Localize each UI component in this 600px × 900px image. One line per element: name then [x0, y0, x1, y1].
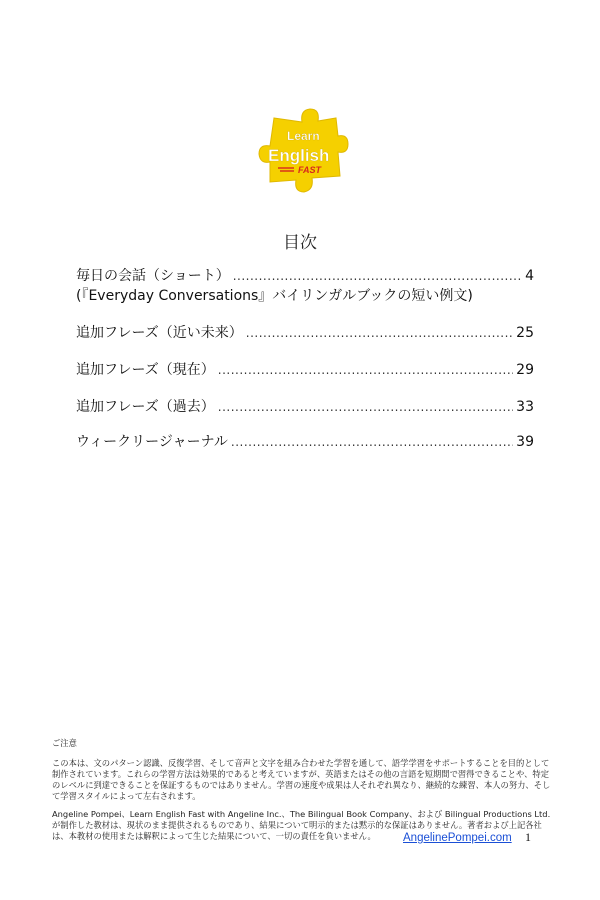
toc-title: 目次 — [283, 233, 317, 253]
toc-leader-dots — [233, 266, 522, 286]
toc-entry-subtitle: (『Everyday Conversations』バイリンガルブックの短い例文) — [76, 288, 473, 304]
toc-entry-page: 4 — [525, 268, 534, 284]
toc-entry[interactable] — [76, 432, 534, 452]
toc-leader-dots — [218, 397, 513, 417]
toc-leader-dots — [231, 432, 513, 452]
toc-entry-title: 追加フレーズ（現在） — [76, 362, 215, 378]
toc-entry[interactable] — [76, 397, 534, 417]
website-link[interactable]: AngelinePompei.com — [403, 832, 512, 844]
toc-entry-title: 追加フレーズ（近い未来） — [76, 325, 243, 341]
toc-entry-page: 33 — [516, 399, 534, 415]
toc-entry-title: 毎日の会話（ショート） — [76, 268, 230, 284]
svg-text:FAST: FAST — [298, 165, 322, 175]
toc-entry-page: 39 — [516, 434, 534, 450]
toc-leader-dots — [218, 360, 513, 380]
toc-entry-page: 29 — [516, 362, 534, 378]
toc-entry[interactable] — [76, 323, 534, 343]
page-number: 1 — [525, 830, 531, 844]
toc-leader-dots — [246, 323, 513, 343]
svg-text:English: English — [268, 146, 330, 165]
svg-text:Learn: Learn — [287, 129, 320, 143]
toc-entry-title: ウィークリージャーナル — [76, 434, 228, 450]
toc-entry-page: 25 — [516, 325, 534, 341]
learn-english-fast-logo — [256, 106, 350, 198]
puzzle-piece-icon — [256, 106, 350, 198]
notice-paragraph: この本は、文のパターン認識、反復学習、そして音声と文字を組み合わせた学習を通して、語学学習をサポートすることを目的として制作されています。これらの学習方法は効果的であると考えていますが、英語またはその他の言語を短期間で習得できることや、特定のレベルに到達できることを保証するものではありません。学習の速度や成果は人それぞれ異なり、継続的な練習、本人の努力、そして学習スタイルによって左右されます。 — [52, 758, 551, 801]
notice-paragraph: Angeline Pompei、Learn English Fast with Angeline Inc.、The Bilingual Book Company、および Bilingual Productions Ltd. が制作した教材は、現状のまま提供されるものであり、結果について明示的または黙示的な保証はありません。著者および上記各社は、本教材の使用または解釈によって生じた結果について、一切の責任を負いません。 — [52, 809, 551, 841]
toc-entry[interactable] — [76, 266, 534, 306]
toc-entry[interactable] — [76, 360, 534, 380]
notice-heading: ご注意 — [52, 738, 77, 748]
toc-entry-title: 追加フレーズ（過去） — [76, 399, 215, 415]
